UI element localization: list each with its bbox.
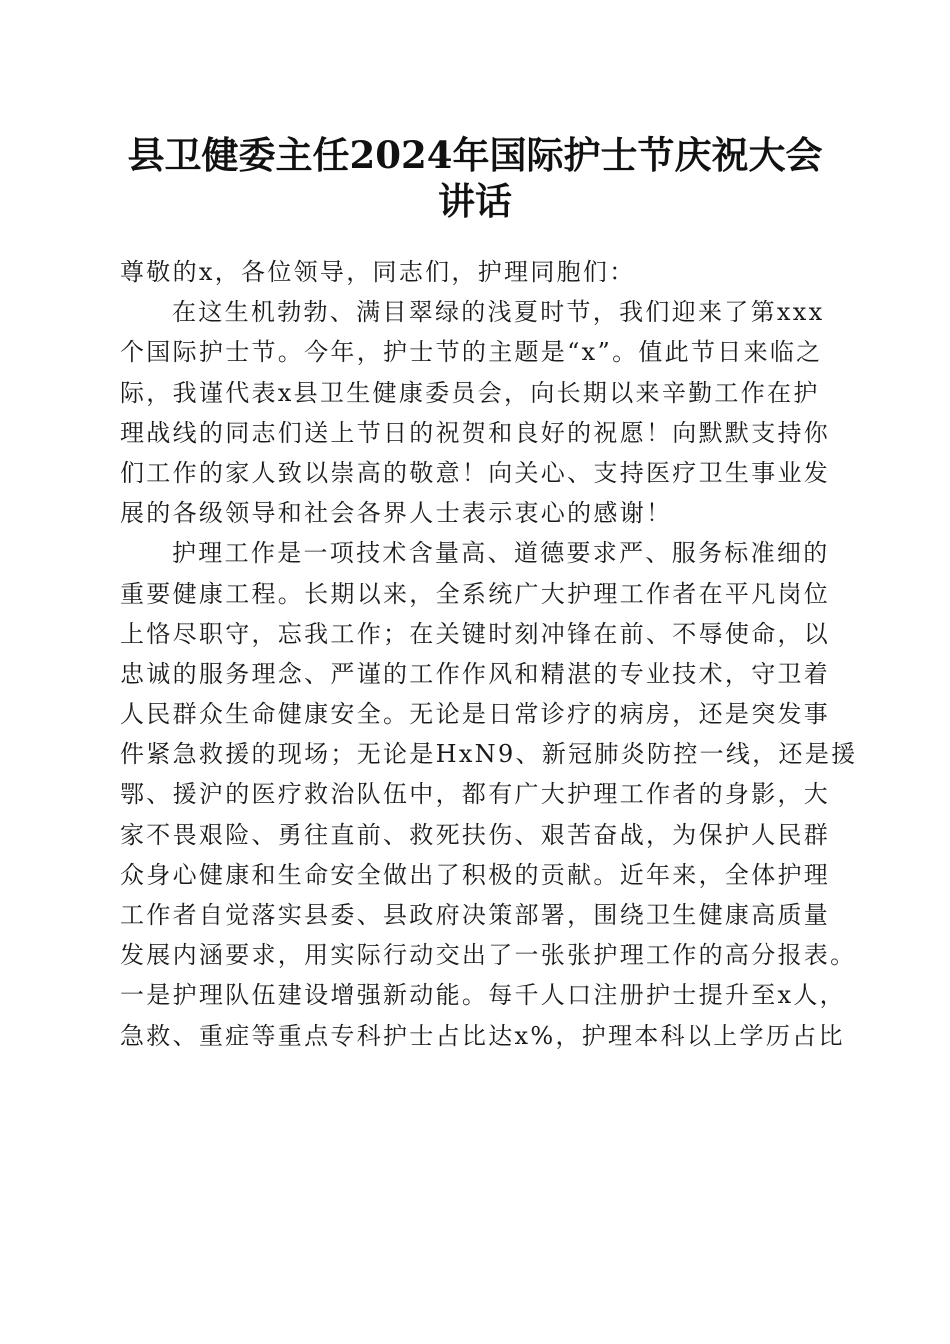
paragraph-line: 们工作的家人致以崇高的敬意！向关心、支持医疗卫生事业发	[120, 458, 831, 487]
paragraph-line: 件紧急救援的现场；无论是HxN9、新冠肺炎防控一线，还是援	[120, 740, 858, 769]
paragraph-2	[120, 533, 858, 1055]
paragraph-line: 一是护理队伍建设增强新动能。每千人口注册护士提升至x人，	[120, 981, 846, 1010]
salutation: 尊敬的x，各位领导，同志们，护理同胞们：	[120, 258, 636, 286]
paragraph-line: 个国际护士节。今年，护士节的主题是“x”。值此节日来临之	[120, 338, 823, 367]
paragraph-line: 展的各级领导和社会各界人士表示衷心的感谢！	[120, 499, 673, 528]
paragraph-line: 家不畏艰险、勇往直前、救死扶伤、艰苦奋战，为保护人民群	[120, 820, 831, 849]
paragraph-line: 在这生机勃勃、满目翠绿的浅夏时节，我们迎来了第xxx	[172, 298, 825, 327]
paragraph-line: 护理工作是一项技术含量高、道德要求严、服务标准细的	[172, 539, 830, 568]
document-title: 县卫健委主任2024年国际护士节庆祝大会讲话	[127, 133, 823, 223]
paragraph-line: 理战线的同志们送上节日的祝贺和良好的祝愿！向默默支持你	[120, 418, 831, 447]
paragraph-line: 众身心健康和生命安全做出了积极的贡献。近年来，全体护理	[120, 860, 831, 889]
paragraph-line: 际，我谨代表x县卫生健康委员会，向长期以来辛勤工作在护	[120, 378, 820, 407]
paragraph-line: 鄂、援沪的医疗救治队伍中，都有广大护理工作者的身影，大	[120, 780, 831, 809]
paragraph-line: 人民群众生命健康安全。无论是日常诊疗的病房，还是突发事	[120, 700, 831, 729]
paragraph-1	[120, 292, 830, 533]
paragraph-line: 工作者自觉落实县委、县政府决策部署，围绕卫生健康高质量	[120, 901, 831, 929]
paragraph-line: 上恪尽职守，忘我工作；在关键时刻冲锋在前、不辱使命，以	[120, 619, 831, 648]
document-body	[120, 252, 858, 1056]
paragraph-line: 急救、重症等重点专科护士占比达x%，护理本科以上学历占比	[120, 1021, 845, 1050]
paragraph-line: 发展内涵要求，用实际行动交出了一张张护理工作的高分报表。	[120, 941, 857, 970]
paragraph-line: 重要健康工程。长期以来，全系统广大护理工作者在平凡岗位	[120, 579, 831, 608]
paragraph-line: 忠诚的服务理念、严谨的工作作风和精湛的专业技术，守卫着	[120, 659, 831, 688]
